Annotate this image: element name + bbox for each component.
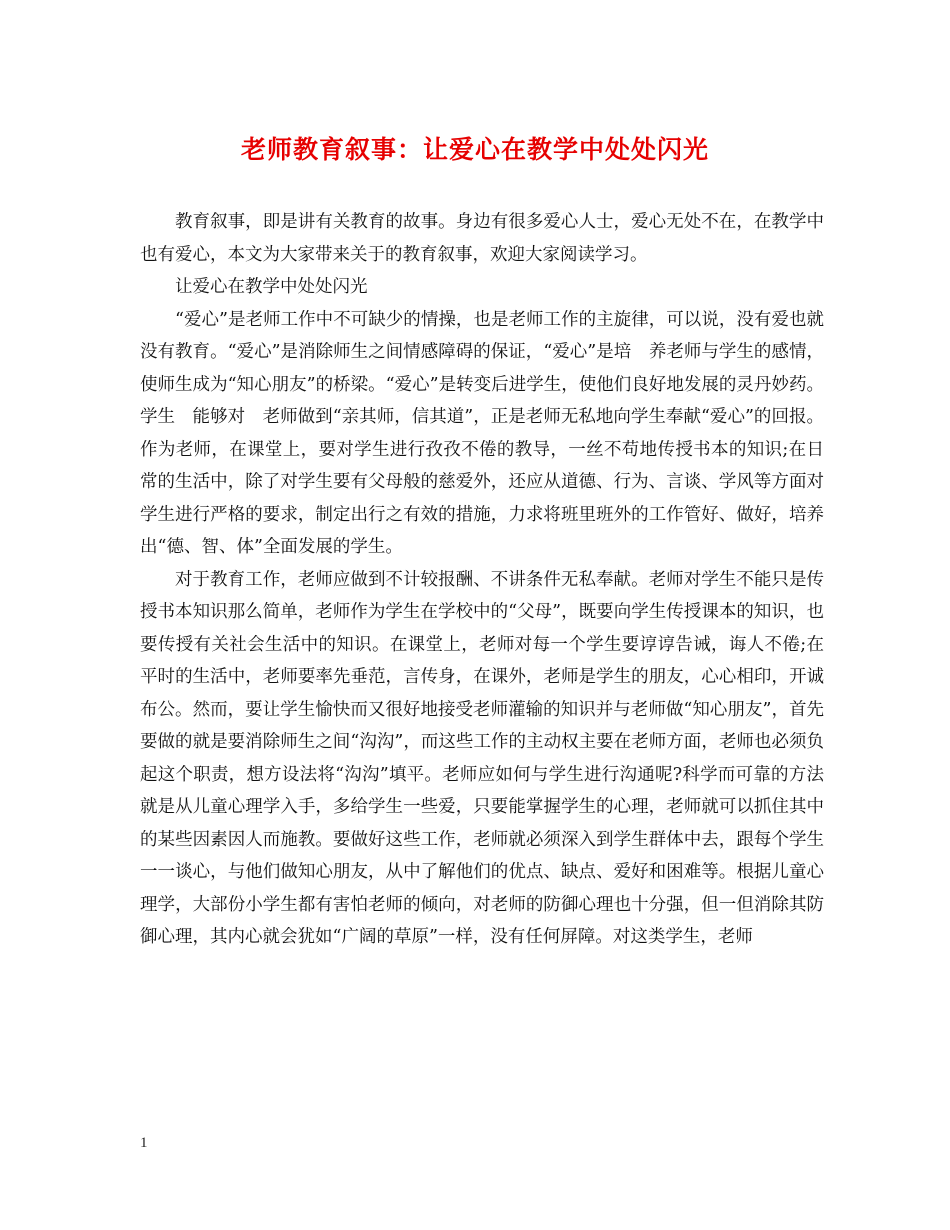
body-paragraph-teaching: 对于教育工作，老师应做到不计较报酬、不讲条件无私奉献。老师对学生不能只是传授书本知识那么简单，老师作为学生在学校中的“父母”，既要向学生传授课本的知识，也要传授有关社会生活中的知识。在课堂上，老师对每一个学生要谆谆告诫，诲人不倦;在平时的生活中，老师要率先垂范，言传身，在课外，老师是学生的朋友，心心相印，开诚布公。然而，要让学生愉快而又很好地接受老师灌输的知识并与老师做“知心朋友”，首先要做的就是要消除师生之间“沟沟”，而这些工作的主动权主要在老师方面，老师也必须负起这个职责，想方设法将“沟沟”填平。老师应如何与学生进行沟通呢?科学而可靠的方法就是从儿童心理学入手，多给学生一些爱，只要能掌握学生的心理，老师就可以抓住其中的某些因素因人而施教。要做好这些工作，老师就必须深入到学生群体中去，跟每个学生一一谈心，与他们做知心朋友，从中了解他们的优点、缺点、爱好和困难等。根据儿童心理学，大部份小学生都有害怕老师的倾向，对老师的防御心理也十分强，但一但消除其防御心理，其内心就会犹如“广阔的草原”一样，没有任何屏障。对这类学生，老师 [140, 569, 824, 947]
page-title: 老师教育叙事：让爱心在教学中处处闪光 [240, 135, 709, 164]
intro-paragraph: 教育叙事，即是讲有关教育的故事。身边有很多爱心人士，爱心无处不在，在教学中也有爱心，本文为大家带来关于的教育叙事，欢迎大家阅读学习。 [140, 212, 824, 265]
document-body [140, 206, 824, 954]
section-heading: 让爱心在教学中处处闪光 [175, 277, 368, 297]
body-paragraph-love: “爱心”是老师工作中不可缺少的情操，也是老师工作的主旋律，可以说，没有爱也就没有教育。“爱心”是消除师生之间情感障碍的保证，“爱心”是培 养老师与学生的感情，使师生成为“知心朋友”的桥梁。“爱心”是转变后进学生，使他们良好地发展的灵丹妙药。学生 能够对 老师做到“亲其师，信其道”，正是老师无私地向学生奉献“爱心”的回报。作为老师，在课堂上，要对学生进行孜孜不倦的教导，一丝不苟地传授书本的知识;在日常的生活中，除了对学生要有父母般的慈爱外，还应从道德、行为、言谈、学风等方面对学生进行严格的要求，制定出行之有效的措施，力求将班里班外的工作管好、做好，培养出“德、智、体”全面发展的学生。 [140, 309, 824, 557]
page-number: 1 [140, 1135, 148, 1151]
